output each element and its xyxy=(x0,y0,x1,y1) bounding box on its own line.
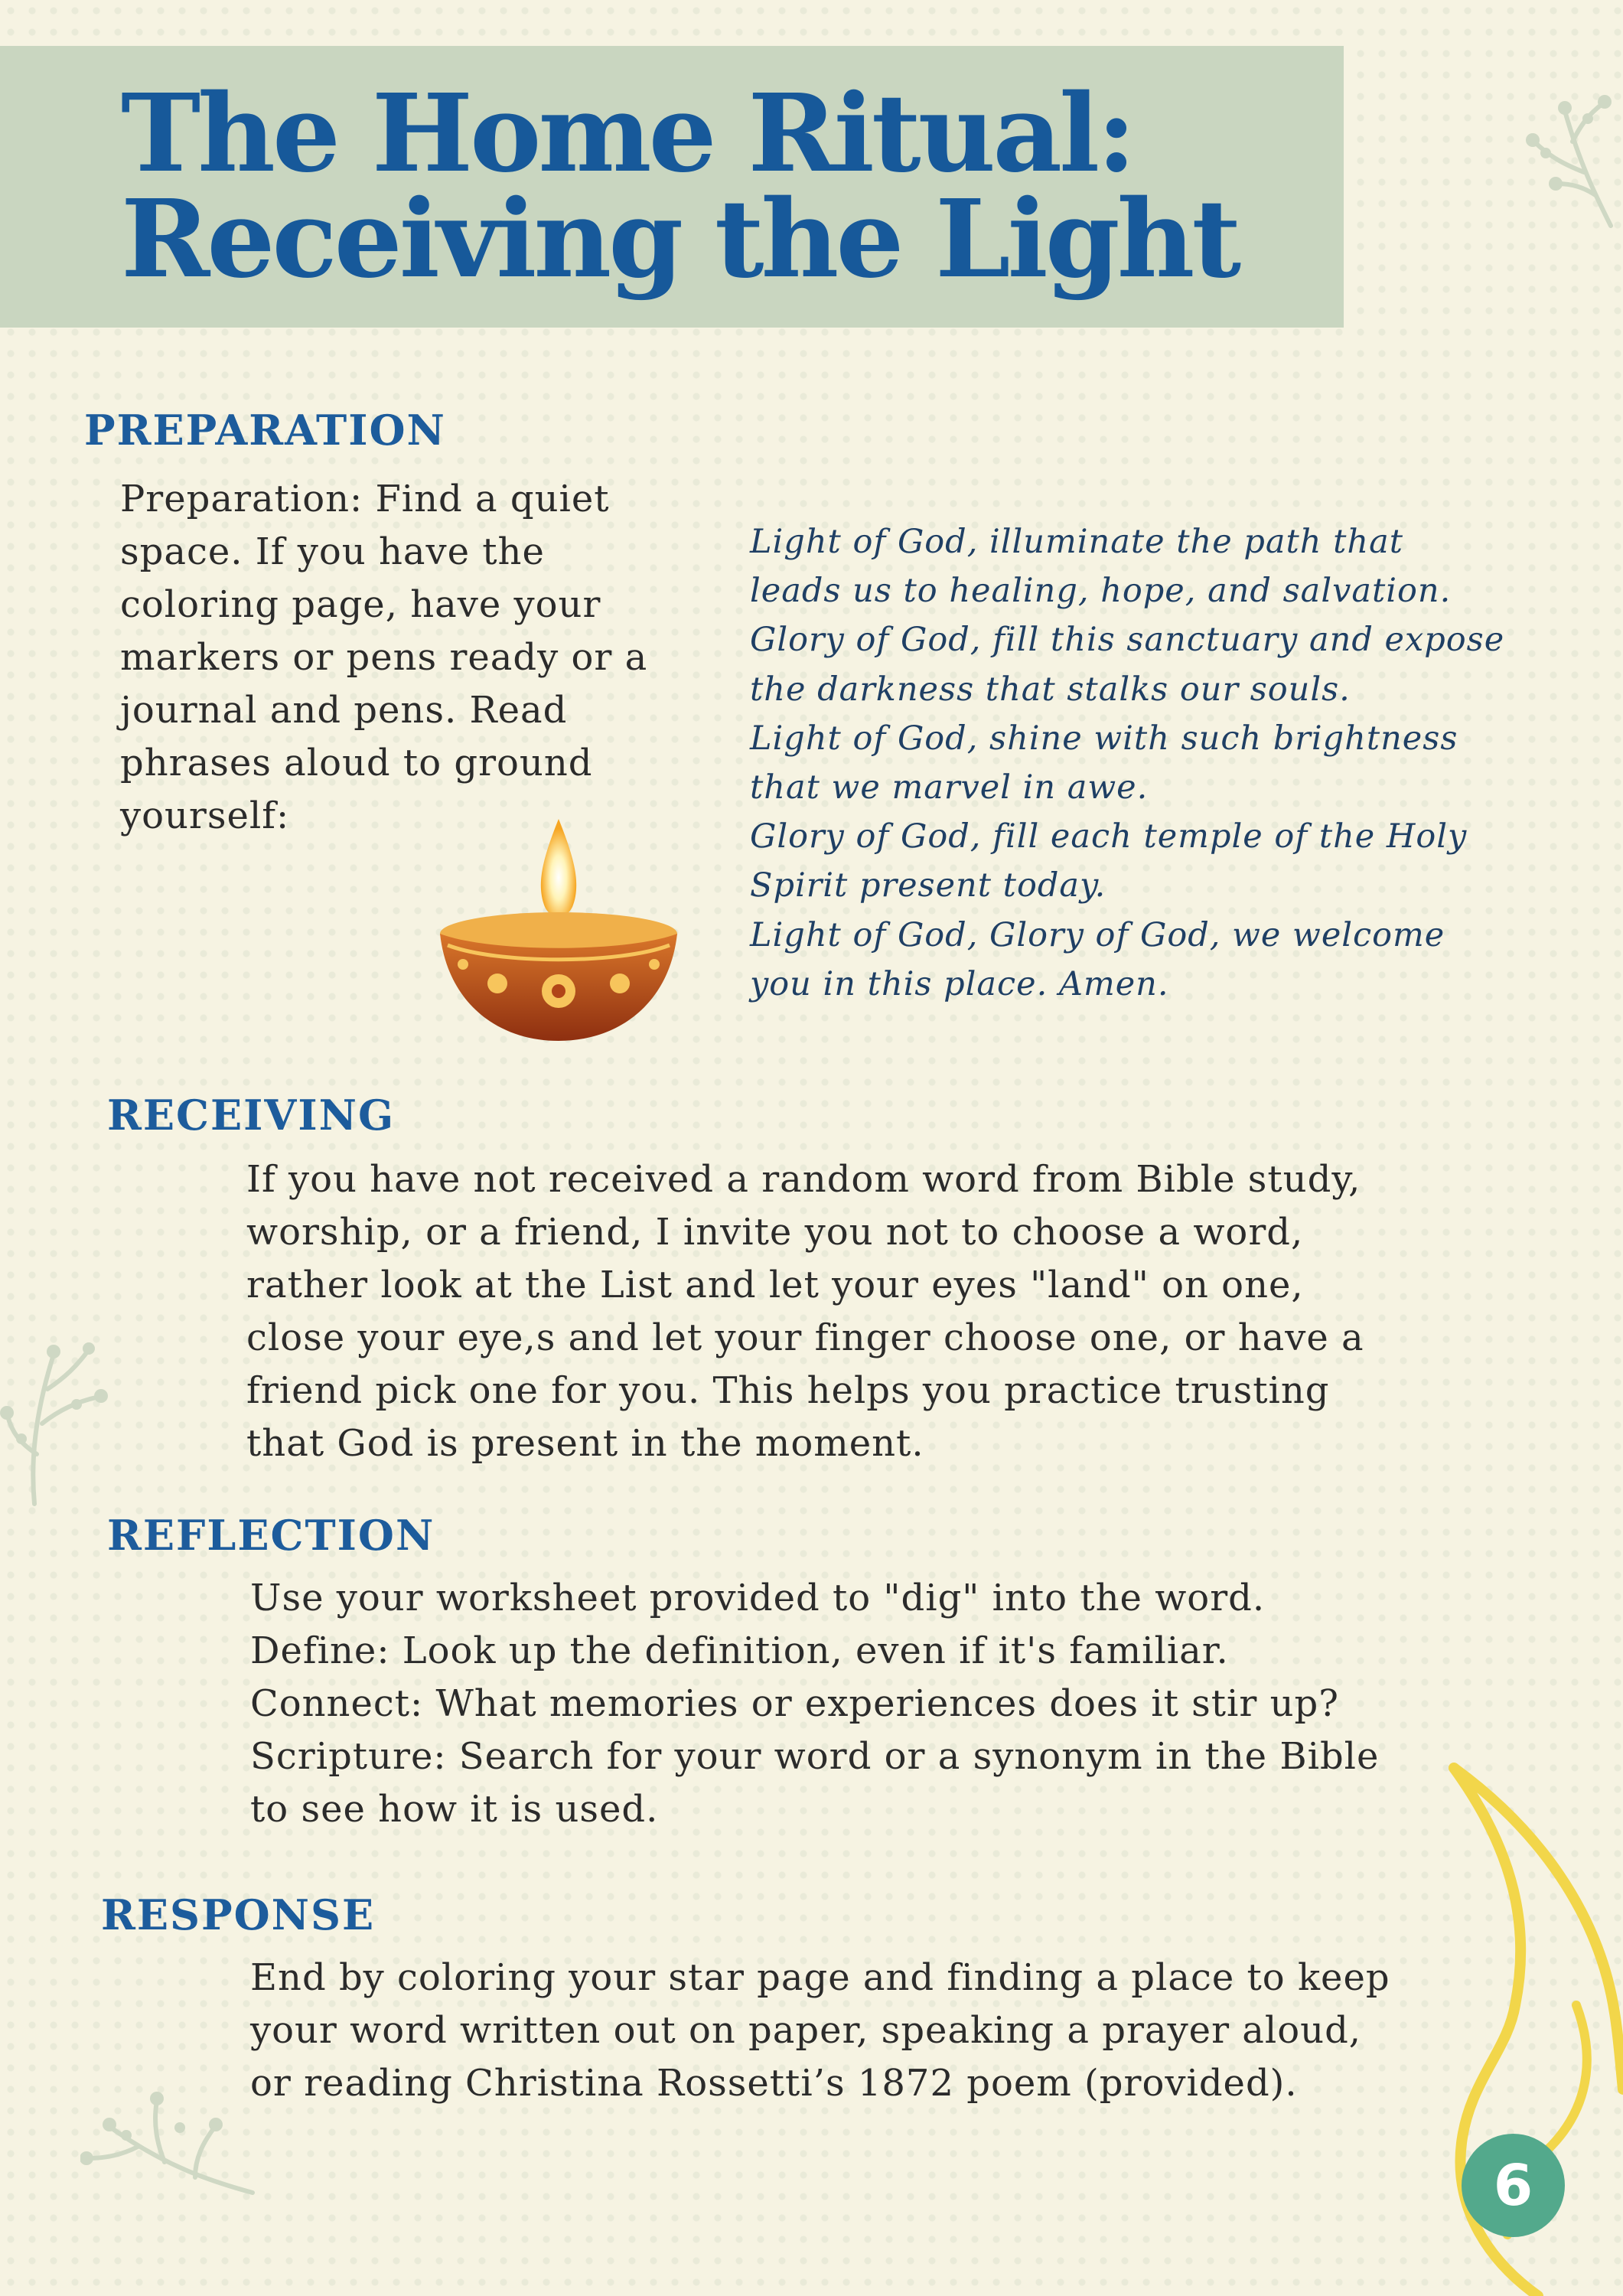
response-text xyxy=(250,1952,1390,2110)
response-line: End by coloring your star page and finding a place to keep xyxy=(250,1956,1390,1999)
prayer-line: Light of God, illuminate the path that xyxy=(750,523,1404,561)
response-line: or reading Christina Rossetti’s 1872 poem (provided). xyxy=(250,2062,1298,2105)
receiving-line: that God is present in the moment. xyxy=(246,1422,924,1465)
section-heading-reflection: REFLECTION xyxy=(107,1511,435,1560)
prayer-line: leads us to healing, hope, and salvation. xyxy=(750,572,1452,611)
page-number-badge: 6 xyxy=(1462,2134,1565,2237)
preparation-line: Preparation: Find a quiet xyxy=(120,478,610,520)
reflection-line: Scripture: Search for your word or a synonym in the Bible xyxy=(250,1735,1380,1778)
response-line: your word written out on paper, speaking a prayer aloud, xyxy=(250,2009,1362,2052)
reflection-line: Define: Look up the definition, even if it's familiar. xyxy=(250,1629,1229,1672)
preparation-line: markers or pens ready or a xyxy=(120,636,648,679)
preparation-line: phrases aloud to ground xyxy=(120,742,593,784)
preparation-text xyxy=(120,473,647,843)
receiving-line: rather look at the List and let your eyes "land" on one, xyxy=(246,1264,1304,1306)
section-heading-response: RESPONSE xyxy=(101,1890,376,1939)
page-title-line-2: Receiving the Light xyxy=(121,177,1239,302)
section-heading-receiving: RECEIVING xyxy=(107,1091,396,1140)
section-heading-preparation: PREPARATION xyxy=(84,406,446,455)
prayer-text xyxy=(750,517,1504,1009)
page-title-line-1: The Home Ritual: xyxy=(121,71,1133,197)
reflection-text xyxy=(250,1572,1379,1836)
prayer-line: Glory of God, fill this sanctuary and expose xyxy=(750,621,1505,660)
receiving-text xyxy=(246,1153,1364,1470)
receiving-line: close your eye,s and let your finger choose one, or have a xyxy=(246,1316,1364,1359)
leaf-sprig-icon xyxy=(80,2082,256,2212)
prayer-line: you in this place. Amen. xyxy=(750,964,1169,1003)
preparation-line: coloring page, have your xyxy=(120,583,601,626)
preparation-line: space. If you have the xyxy=(120,530,545,573)
prayer-line: Spirit present today. xyxy=(750,866,1106,905)
reflection-line: to see how it is used. xyxy=(250,1788,659,1831)
prayer-line: that we marvel in awe. xyxy=(750,768,1149,807)
prayer-line: Glory of God, fill each temple of the Holy xyxy=(750,817,1468,856)
prayer-line: the darkness that stalks our souls. xyxy=(750,670,1351,709)
receiving-line: If you have not received a random word from Bible study, xyxy=(246,1158,1361,1201)
preparation-line: journal and pens. Read xyxy=(120,689,568,732)
reflection-line: Connect: What memories or experiences does it stir up? xyxy=(250,1682,1339,1725)
prayer-line: Light of God, Glory of God, we welcome xyxy=(750,915,1445,954)
reflection-line: Use your worksheet provided to "dig" into the word. xyxy=(250,1577,1266,1619)
prayer-line: Light of God, shine with such brightness xyxy=(750,719,1458,758)
preparation-line: yourself: xyxy=(120,794,290,837)
receiving-line: worship, or a friend, I invite you not to choose a word, xyxy=(246,1211,1304,1254)
diya-lamp-icon xyxy=(429,811,689,1056)
leaf-sprig-icon xyxy=(0,1332,115,1508)
receiving-line: friend pick one for you. This helps you practice trusting xyxy=(246,1369,1330,1412)
leaf-sprig-icon xyxy=(1511,80,1618,233)
